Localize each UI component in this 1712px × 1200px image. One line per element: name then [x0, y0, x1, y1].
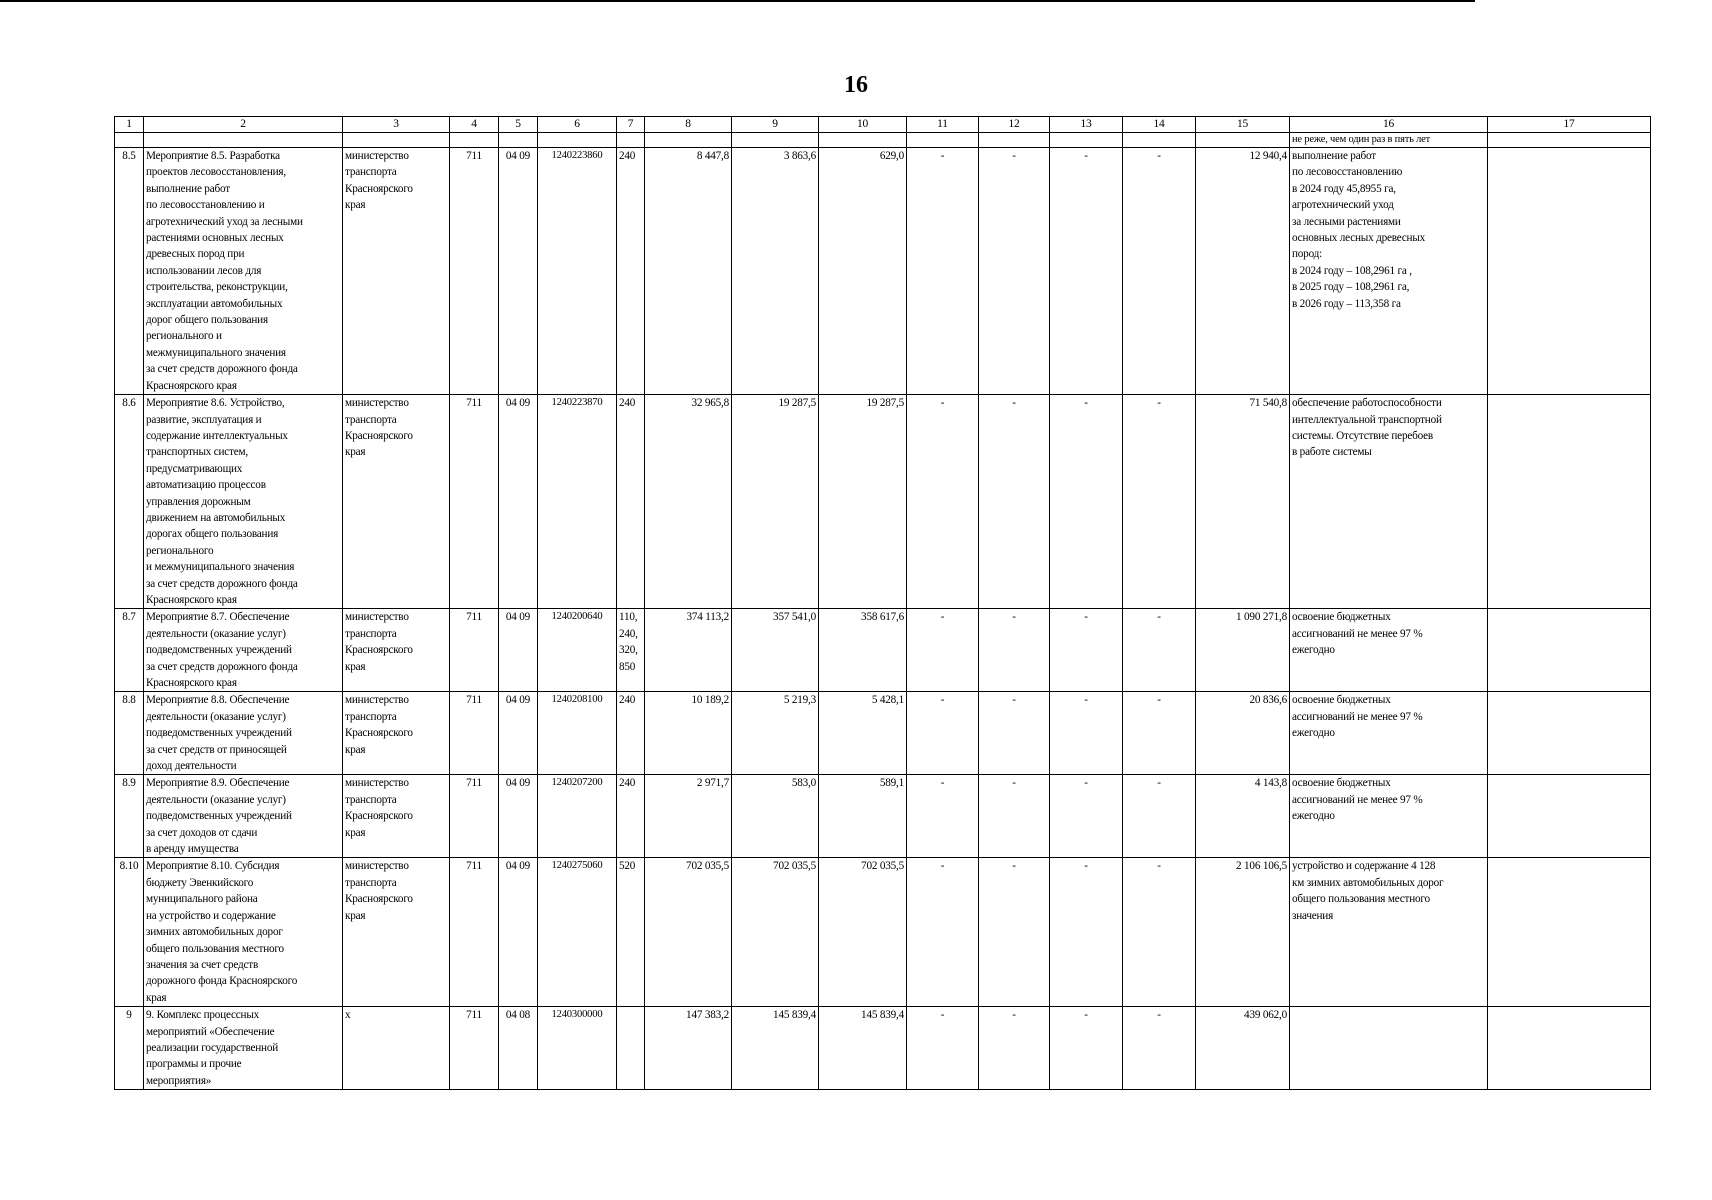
value-column-14: - [1123, 858, 1196, 1007]
value-column-13: - [1050, 1007, 1123, 1090]
row-number: 8.9 [115, 775, 144, 858]
column-header-15: 15 [1196, 117, 1290, 133]
cell-empty [1488, 133, 1651, 148]
row-number: 8.7 [115, 609, 144, 692]
value-column-12: - [979, 1007, 1050, 1090]
value-column-12: - [979, 692, 1050, 775]
table-row [115, 609, 1651, 692]
code-column-5: 04 09 [499, 395, 538, 609]
column-header-1: 1 [115, 117, 144, 133]
executor: министерство транспорта Красноярского края [343, 395, 450, 609]
value-column-13: - [1050, 775, 1123, 858]
total-amount: 4 143,8 [1196, 775, 1290, 858]
cell-empty [144, 133, 343, 148]
expected-result: освоение бюджетных ассигнований не менее 97 % ежегодно [1290, 609, 1488, 692]
column-header-2: 2 [144, 117, 343, 133]
code-column-5: 04 09 [499, 775, 538, 858]
row-number: 8.5 [115, 148, 144, 395]
value-column-12: - [979, 395, 1050, 609]
cell-empty [1050, 133, 1123, 148]
expense-type-code [617, 1007, 645, 1090]
cell-empty [819, 133, 907, 148]
amount-column-9: 145 839,4 [732, 1007, 819, 1090]
column-header-3: 3 [343, 117, 450, 133]
column-header-7: 7 [617, 117, 645, 133]
amount-column-8: 147 383,2 [645, 1007, 732, 1090]
expected-result: выполнение работ по лесовосстановлению в 2024 году 45,8955 га, агротехнический уход за лесными растениями основных лесных древесных пород: в 2024 году – 108,2961 га , в 2025 году – 108,2961 га, в 2026 году – 113,358 га [1290, 148, 1488, 395]
amount-column-8: 702 035,5 [645, 858, 732, 1007]
row-number: 8.8 [115, 692, 144, 775]
amount-column-10: 358 617,6 [819, 609, 907, 692]
column-header-6: 6 [538, 117, 617, 133]
table-row [115, 858, 1651, 1007]
code-column-5: 04 09 [499, 148, 538, 395]
continuation-result-text: не реже, чем один раз в пять лет [1290, 133, 1488, 148]
code-column-4: 711 [450, 609, 499, 692]
executor: министерство транспорта Красноярского края [343, 858, 450, 1007]
cell-empty [538, 133, 617, 148]
column-header-9: 9 [732, 117, 819, 133]
budget-code: 1240300000 [538, 1007, 617, 1090]
amount-column-10: 629,0 [819, 148, 907, 395]
total-amount: 12 940,4 [1196, 148, 1290, 395]
value-column-12: - [979, 609, 1050, 692]
amount-column-8: 2 971,7 [645, 775, 732, 858]
expense-type-code: 240 [617, 395, 645, 609]
column-header-4: 4 [450, 117, 499, 133]
expected-result [1290, 1007, 1488, 1090]
amount-column-8: 374 113,2 [645, 609, 732, 692]
program-measures-table [114, 116, 1651, 1090]
value-column-11: - [907, 692, 979, 775]
expected-result: освоение бюджетных ассигнований не менее 97 % ежегодно [1290, 775, 1488, 858]
executor: х [343, 1007, 450, 1090]
value-column-14: - [1123, 148, 1196, 395]
code-column-4: 711 [450, 148, 499, 395]
value-column-12: - [979, 148, 1050, 395]
value-column-13: - [1050, 148, 1123, 395]
total-amount: 1 090 271,8 [1196, 609, 1290, 692]
column-header-8: 8 [645, 117, 732, 133]
code-column-5: 04 09 [499, 692, 538, 775]
cell-empty [450, 133, 499, 148]
amount-column-9: 3 863,6 [732, 148, 819, 395]
value-column-14: - [1123, 1007, 1196, 1090]
cell-empty [343, 133, 450, 148]
code-column-4: 711 [450, 775, 499, 858]
cell-empty [499, 133, 538, 148]
expense-type-code: 520 [617, 858, 645, 1007]
table-row [115, 775, 1651, 858]
total-amount: 2 106 106,5 [1196, 858, 1290, 1007]
expected-result: освоение бюджетных ассигнований не менее 97 % ежегодно [1290, 692, 1488, 775]
column-17 [1488, 692, 1651, 775]
value-column-12: - [979, 858, 1050, 1007]
total-amount: 20 836,6 [1196, 692, 1290, 775]
amount-column-10: 19 287,5 [819, 395, 907, 609]
column-17 [1488, 395, 1651, 609]
measure-name: Мероприятие 8.9. Обеспечение деятельности (оказание услуг) подведомственных учреждений за счет доходов от сдачи в аренду имущества [144, 775, 343, 858]
value-column-13: - [1050, 692, 1123, 775]
column-17 [1488, 148, 1651, 395]
value-column-11: - [907, 609, 979, 692]
executor: министерство транспорта Красноярского края [343, 148, 450, 395]
column-header-14: 14 [1123, 117, 1196, 133]
column-17 [1488, 775, 1651, 858]
value-column-13: - [1050, 858, 1123, 1007]
column-header-10: 10 [819, 117, 907, 133]
expense-type-code: 240 [617, 148, 645, 395]
amount-column-8: 32 965,8 [645, 395, 732, 609]
value-column-14: - [1123, 775, 1196, 858]
value-column-11: - [907, 395, 979, 609]
column-header-16: 16 [1290, 117, 1488, 133]
cell-empty [645, 133, 732, 148]
column-header-17: 17 [1488, 117, 1651, 133]
value-column-14: - [1123, 609, 1196, 692]
amount-column-10: 5 428,1 [819, 692, 907, 775]
code-column-5: 04 09 [499, 609, 538, 692]
table-row [115, 1007, 1651, 1090]
total-amount: 439 062,0 [1196, 1007, 1290, 1090]
value-column-14: - [1123, 395, 1196, 609]
budget-code: 1240275060 [538, 858, 617, 1007]
column-17 [1488, 609, 1651, 692]
column-header-13: 13 [1050, 117, 1123, 133]
value-column-11: - [907, 775, 979, 858]
column-17 [1488, 1007, 1651, 1090]
measure-name: Мероприятие 8.10. Субсидия бюджету Эвенкийского муниципального района на устройство и содержание зимних автомобильных дорог общего пользования местного значения за счет средств дорожного фонда Красноярского края [144, 858, 343, 1007]
code-column-4: 711 [450, 395, 499, 609]
row-number: 9 [115, 1007, 144, 1090]
value-column-11: - [907, 858, 979, 1007]
amount-column-10: 702 035,5 [819, 858, 907, 1007]
table-row [115, 148, 1651, 395]
executor: министерство транспорта Красноярского края [343, 775, 450, 858]
expected-result: устройство и содержание 4 128 км зимних автомобильных дорог общего пользования местного значения [1290, 858, 1488, 1007]
cell-empty [115, 133, 144, 148]
column-header-12: 12 [979, 117, 1050, 133]
budget-code: 1240208100 [538, 692, 617, 775]
measure-name: Мероприятие 8.8. Обеспечение деятельности (оказание услуг) подведомственных учреждений за счет средств от приносящей доход деятельности [144, 692, 343, 775]
amount-column-9: 19 287,5 [732, 395, 819, 609]
amount-column-8: 8 447,8 [645, 148, 732, 395]
amount-column-9: 702 035,5 [732, 858, 819, 1007]
measure-name: Мероприятие 8.7. Обеспечение деятельности (оказание услуг) подведомственных учреждений за счет средств дорожного фонда Красноярского края [144, 609, 343, 692]
expense-type-code: 240 [617, 775, 645, 858]
top-border-line [0, 0, 1475, 2]
row-number: 8.6 [115, 395, 144, 609]
cell-empty [617, 133, 645, 148]
value-column-13: - [1050, 609, 1123, 692]
total-amount: 71 540,8 [1196, 395, 1290, 609]
value-column-11: - [907, 1007, 979, 1090]
value-column-13: - [1050, 395, 1123, 609]
measure-name: Мероприятие 8.6. Устройство, развитие, эксплуатация и содержание интеллектуальных транспортных систем, предусматривающих автоматизацию процессов управления дорожным движением на автомобильных дорогах общего пользования регионального и межмуниципального значения за счет средств дорожного фонда Красноярского края [144, 395, 343, 609]
amount-column-9: 357 541,0 [732, 609, 819, 692]
amount-column-10: 145 839,4 [819, 1007, 907, 1090]
table-row [115, 692, 1651, 775]
cell-empty [979, 133, 1050, 148]
value-column-14: - [1123, 692, 1196, 775]
value-column-12: - [979, 775, 1050, 858]
expected-result: обеспечение работоспособности интеллектуальной транспортной системы. Отсутствие перебоев в работе системы [1290, 395, 1488, 609]
budget-code: 1240200640 [538, 609, 617, 692]
cell-empty [732, 133, 819, 148]
measure-name: Мероприятие 8.5. Разработка проектов лесовосстановления, выполнение работ по лесовосстановлению и агротехнический уход за лесными растениями основных лесных древесных пород при использовании лесов для строительства, реконструкции, эксплуатации автомобильных дорог общего пользования регионального и межмуниципального значения за счет средств дорожного фонда Красноярского края [144, 148, 343, 395]
executor: министерство транспорта Красноярского края [343, 609, 450, 692]
code-column-4: 711 [450, 1007, 499, 1090]
continuation-row [115, 133, 1651, 148]
budget-code: 1240223870 [538, 395, 617, 609]
row-number: 8.10 [115, 858, 144, 1007]
amount-column-8: 10 189,2 [645, 692, 732, 775]
budget-code: 1240207200 [538, 775, 617, 858]
code-column-5: 04 08 [499, 1007, 538, 1090]
column-17 [1488, 858, 1651, 1007]
table-row [115, 395, 1651, 609]
amount-column-10: 589,1 [819, 775, 907, 858]
value-column-11: - [907, 148, 979, 395]
page-number: 16 [844, 72, 868, 98]
code-column-4: 711 [450, 692, 499, 775]
executor: министерство транспорта Красноярского края [343, 692, 450, 775]
expense-type-code: 240 [617, 692, 645, 775]
measure-name: 9. Комплекс процессных мероприятий «Обеспечение реализации государственной программы и прочие мероприятия» [144, 1007, 343, 1090]
amount-column-9: 583,0 [732, 775, 819, 858]
code-column-5: 04 09 [499, 858, 538, 1007]
column-header-5: 5 [499, 117, 538, 133]
expense-type-code: 110, 240, 320, 850 [617, 609, 645, 692]
cell-empty [1123, 133, 1196, 148]
cell-empty [907, 133, 979, 148]
budget-code: 1240223860 [538, 148, 617, 395]
cell-empty [1196, 133, 1290, 148]
code-column-4: 711 [450, 858, 499, 1007]
column-header-11: 11 [907, 117, 979, 133]
column-number-header-row [115, 117, 1651, 133]
amount-column-9: 5 219,3 [732, 692, 819, 775]
